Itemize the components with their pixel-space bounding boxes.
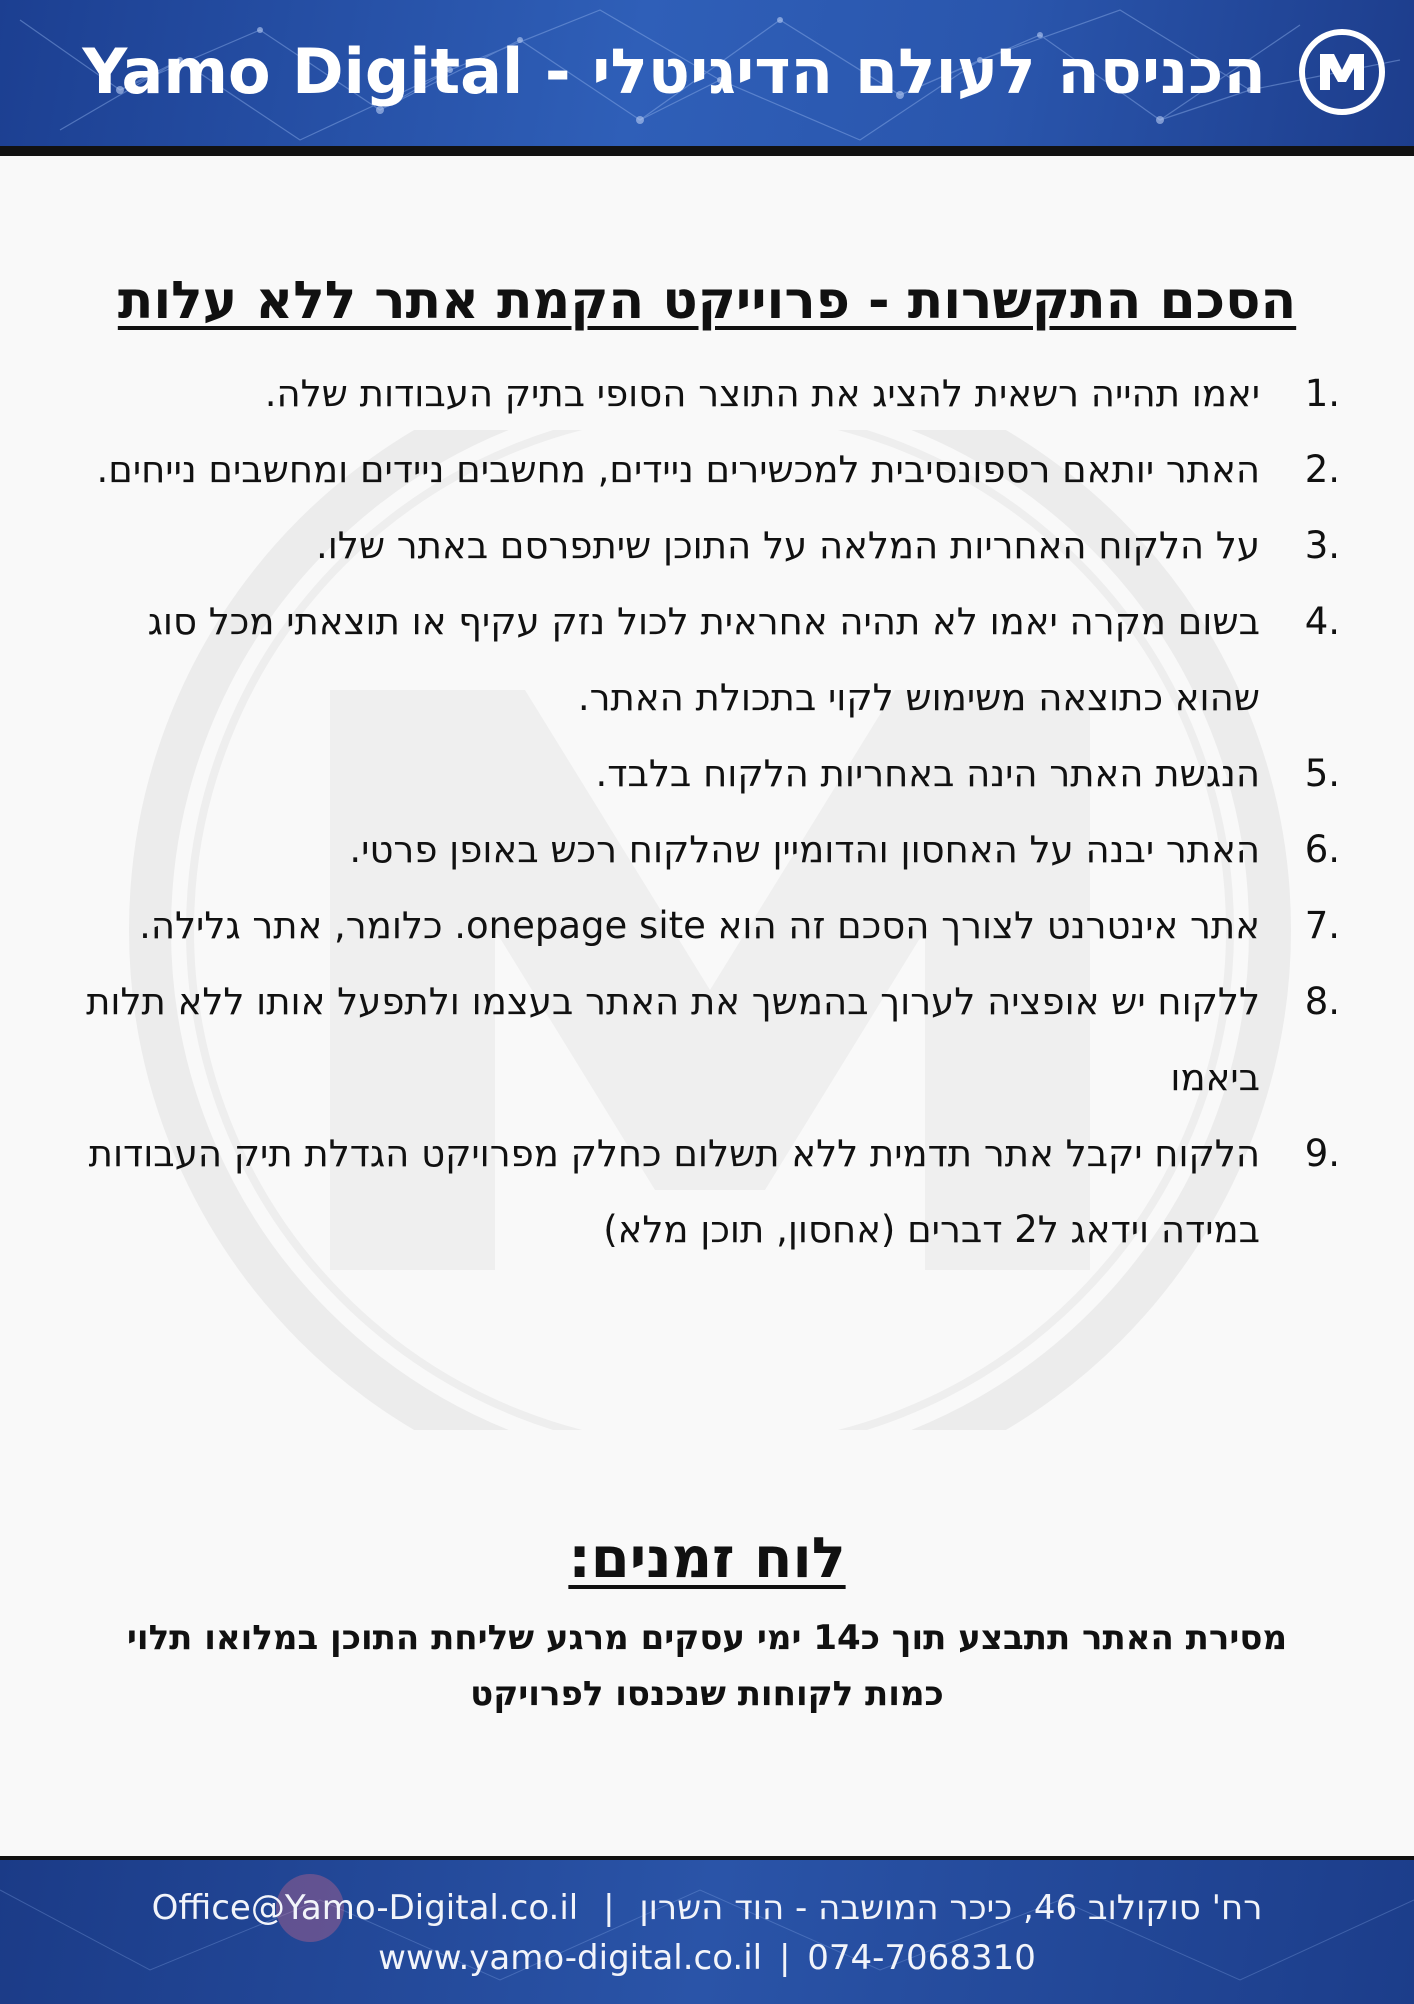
footer-email[interactable]: Office@Yamo-Digital.co.il [151,1888,579,1928]
term-number: 8. [1304,980,1340,1023]
term-number: 7. [1304,904,1340,947]
footer-separator: | [603,1888,615,1928]
term-text: אתר אינטרנט לצורך הסכם זה הוא onepage site. כלומר, אתר גלילה. [139,904,1260,947]
term-text: הנגשת האתר הינה באחריות הלקוח בלבד. [595,752,1260,795]
term-number: 2. [1304,448,1340,491]
term-number: 3. [1304,524,1340,567]
page-header [0,0,1414,146]
term-item [60,736,1340,812]
term-text: על הלקוח האחריות המלאה על התוכן שיתפרסם באתר שלו. [315,524,1260,567]
term-number: 5. [1304,752,1340,795]
footer-phone[interactable]: 074-7068310 [807,1938,1036,1978]
page-footer [0,1856,1414,2004]
term-item [60,356,1340,432]
term-item [60,812,1340,888]
footer-contact-line [0,1886,1414,1930]
footer-website[interactable]: www.yamo-digital.co.il [378,1938,763,1978]
term-text: הלקוח יקבל אתר תדמית ללא תשלום כחלק מפרויקט הגדלת תיק העבודות במידה וידאג ל2 דברים (אחסון, תוכן מלא) [88,1132,1260,1251]
term-text: ללקוח יש אופציה לערוך בהמשך את האתר בעצמו ולתפעל אותו ללא תלות ביאמו [86,980,1260,1099]
header-title: Yamo Digital - הכניסה לעולם הדיגיטלי [82,35,1266,108]
term-number: 9. [1304,1132,1340,1175]
term-text: האתר יבנה על האחסון והדומיין שהלקוח רכש באופן פרטי. [349,828,1260,871]
term-number: 4. [1304,600,1340,643]
yamo-logo-icon [1298,28,1386,116]
terms-list [60,356,1340,1268]
footer-separator: | [778,1938,791,1978]
document-title: הסכם התקשרות - פרוייקט הקמת אתר ללא עלות [117,271,1297,331]
schedule-title: לוח זמנים: [568,1526,846,1591]
term-number: 1. [1304,372,1340,415]
footer-address: רח' סוקולוב 46, כיכר המושבה - הוד השרון [639,1888,1263,1928]
footer-web-line [0,1936,1414,1980]
term-item [60,1116,1340,1268]
term-text: בשום מקרה יאמו לא תהיה אחראית לכול נזק עקיף או תוצאתי מכל סוג שהוא כתוצאה משימוש לקוי בתכולת האתר. [147,600,1260,719]
term-text: יאמו תהייה רשאית להציג את התוצר הסופי בתיק העבודות שלה. [264,372,1260,415]
term-item [60,432,1340,508]
term-text: האתר יותאם רספונסיבית למכשירים ניידים, מחשבים ניידים ומחשבים נייחים. [96,448,1260,491]
footer-network-pattern [0,1860,1414,2004]
term-item [60,888,1340,964]
term-item [60,964,1340,1116]
term-item [60,508,1340,584]
schedule-text: מסירת האתר תתבצע תוך כ14 ימי עסקים מרגע שליחת התוכן במלואו תלוי כמות לקוחות שנכנסו לפרויקט [126,1618,1288,1714]
header-divider [0,146,1414,156]
term-item [60,584,1340,736]
term-number: 6. [1304,828,1340,871]
